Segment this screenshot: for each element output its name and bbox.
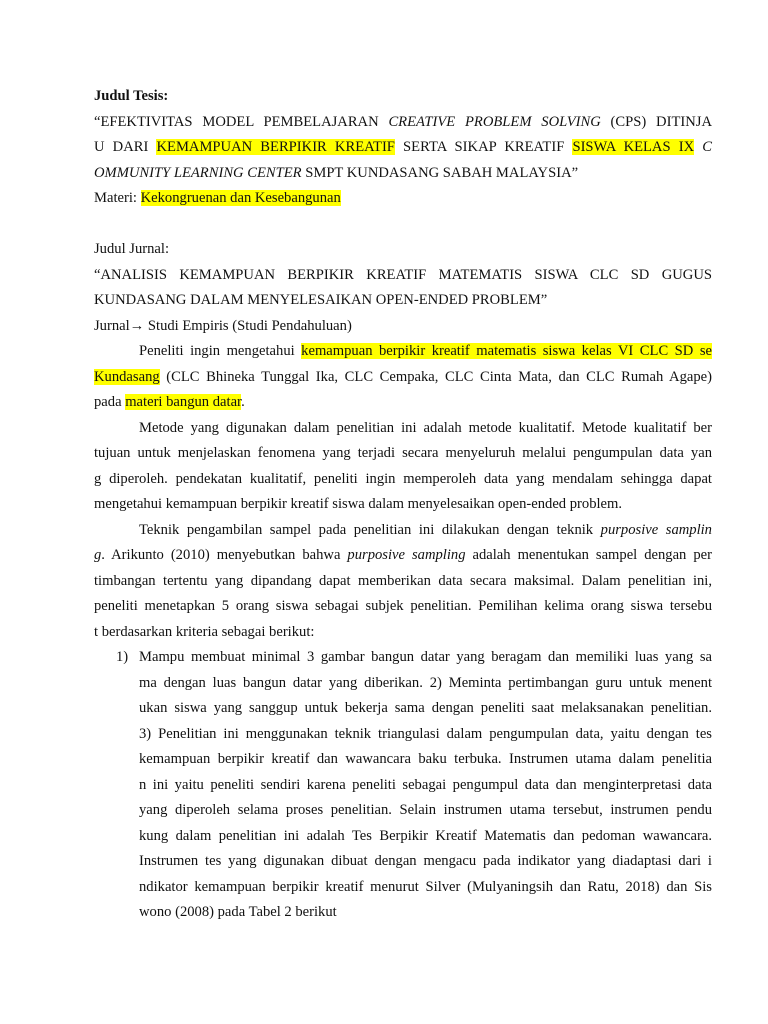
para1-line-3 (94, 390, 712, 416)
list-line: kung dalam penelitian ini adalah Tes Berpikir Kreatif Matematis dan pedoman wawancara. (139, 827, 712, 844)
list-line: ukan siswa yang sanggup untuk bekerja sama dengan peneliti saat melaksanakan penelitian. (139, 700, 712, 716)
thesis-title-line-2 (94, 135, 712, 161)
list-line: 3) Penelitian ini menggunakan teknik triangulasi dalam pengumpulan data, yaitu dengan tes (139, 725, 712, 742)
materi-label: Materi: (94, 190, 141, 206)
text-run: SERTA SIKAP KREATIF (394, 139, 573, 155)
highlight-text: materi bangun datar (125, 394, 242, 410)
thesis-title-line-3 (94, 161, 712, 187)
list-line: ndikator kemampuan berpikir kreatif menurut Silver (Mulyaningsih dan Ratu, 2018) dan Sis (139, 878, 712, 895)
thesis-heading: Judul Tesis: (94, 88, 169, 104)
text-run-italic: g (94, 547, 102, 563)
text-run: (CLC Bhineka Tunggal Ika, CLC Cempaka, CLC Cinta Mata, dan CLC Rumah Agape) (159, 368, 712, 385)
para1-line-2 (94, 365, 712, 391)
text-run: “EFEKTIVITAS MODEL PEMBELAJARAN (94, 113, 389, 130)
journal-title-line-1: “ANALISIS KEMAMPUAN BERPIKIR KREATIF MATEMATIS SISWA CLC SD GUGUS (94, 266, 712, 283)
list-line: yang diperoleh selama proses penelitian. Selain instrumen utama tersebut, instrumen pendu (139, 802, 712, 818)
list-line: Instrumen tes yang digunakan dibuat dengan mengacu pada indikator yang diadaptasi dari i (139, 853, 712, 869)
para2-line-4: mengetahui kemampuan berpikir kreatif siswa dalam menyelesaikan open-ended problem. (94, 496, 623, 512)
para2-line-2: tujuan untuk menjelaskan fenomena yang terjadi secara menyeluruh melalui pengumpulan data yan (94, 445, 712, 461)
list-item (94, 645, 712, 926)
thesis-title-line-1 (94, 110, 712, 136)
para3-line-4: peneliti menetapkan 5 orang siswa sebagai subjek penelitian. Pemilihan kelima orang siswa tersebu (94, 598, 712, 614)
text-run: pada (94, 394, 126, 410)
text-run: Studi Empiris (Studi Pendahuluan) (144, 317, 352, 334)
arrow-right-icon: → (129, 317, 145, 334)
para1-line-1 (94, 339, 712, 365)
list-line: kemampuan berpikir kreatif dan wawancara baku terbuka. Instrumen utama dalam penelitia (139, 751, 712, 767)
journal-heading: Judul Jurnal: (94, 241, 169, 257)
highlight-text: KEMAMPUAN BERPIKIR KREATIF (156, 139, 395, 155)
document-page (94, 84, 712, 926)
journal-title-line-2: KUNDASANG DALAM MENYELESAIKAN OPEN-ENDED PROBLEM” (94, 292, 548, 308)
text-run-italic: CREATIVE PROBLEM SOLVING (388, 113, 601, 130)
para3-line-2 (94, 543, 712, 569)
text-run: . Arikunto (2010) menyebutkan bahwa (101, 547, 348, 563)
para3-line-5: t berdasarkan kriteria sebagai berikut: (94, 623, 315, 640)
highlight-text: Kekongruenan dan Kesebangunan (140, 190, 341, 206)
text-run: Teknik pengambilan sampel pada penelitian ini dilakukan dengan teknik (139, 521, 601, 538)
para3-line-1 (94, 518, 712, 544)
text-run-italic: C (694, 139, 712, 155)
list-line: wono (2008) pada Tabel 2 berikut (139, 904, 337, 920)
list-line: n ini yaitu peneliti sendiri karena peneliti sebagai pengumpul data dan menginterpretasi data (139, 776, 712, 793)
text-run-italic: OMMUNITY LEARNING CENTER (94, 164, 302, 181)
text-run: . (241, 394, 245, 410)
highlight-text: SISWA KELAS IX (572, 139, 695, 155)
text-run: SMPT KUNDASANG SABAH MALAYSIA” (301, 164, 579, 181)
text-run: U DARI (94, 139, 157, 155)
para3-line-3: timbangan tertentu yang dipandang dapat memberikan data secara maksimal. Dalam penelitian ini, (94, 572, 712, 589)
spacer (94, 212, 712, 238)
para2-line-3: g diperoleh. pendekatan kualitatif, peneliti ingin memperoleh data yang mendalam sehingga dapat (94, 470, 712, 487)
list-number: 1) (116, 649, 129, 665)
highlight-text: Kundasang (94, 368, 160, 385)
text-run: Peneliti ingin mengetahui (139, 343, 302, 359)
para2-line-1: Metode yang digunakan dalam penelitian ini adalah metode kualitatif. Metode kualitatif ber (139, 419, 712, 436)
thesis-materi (94, 186, 712, 212)
highlight-text: kemampuan berpikir kreatif matematis siswa kelas VI CLC SD se (301, 343, 712, 359)
text-run-italic: purposive samplin (600, 521, 712, 538)
text-run: adalah menentukan sampel dengan per (465, 547, 712, 563)
text-run-italic: purposive sampling (347, 547, 466, 563)
journal-type (94, 314, 712, 340)
text-run: (CPS) DITINJA (600, 113, 712, 130)
list-line: ma dengan luas bangun datar yang diberikan. 2) Meminta pertimbangan guru untuk menent (139, 674, 712, 691)
list-line: Mampu membuat minimal 3 gambar bangun datar yang beragam dan memiliki luas yang sa (139, 649, 712, 665)
text-run: Jurnal (94, 317, 130, 334)
